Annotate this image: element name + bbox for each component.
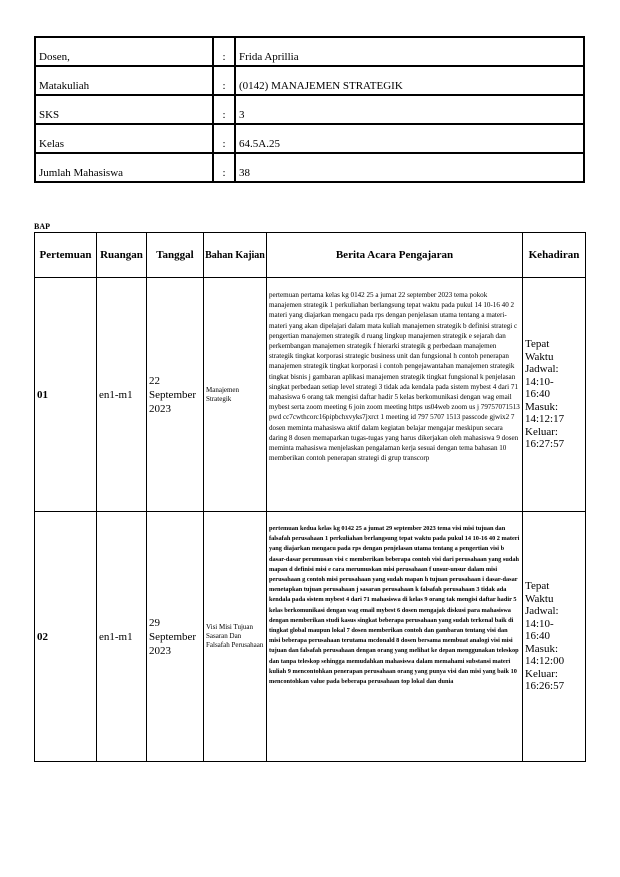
ruangan-cell: en1-m1 [97, 278, 147, 512]
berita-acara-cell: pertemuan pertama kelas kg 0142 25 a jumat 22 september 2023 tema pokok manajemen strategik 1 perkuliahan berlangsung tepat waktu pada pukul 14 10-16 40 2 materi yang diajarkan mengacu pada rps dengan penjelasan utama tentang a materi-materi yang akan dipelajari dalam mata kuliah manajemen strategik b definisi strategi c pengertian manajemen strategik d ruang lingkup manajemen strategik e sejarah dan perkembangan manajemen strategik f hierarki strategik g perbedaan manajemen strategik tingkat korporasi strategic business unit dan fungsional h contoh penerapan manajemen strategik tingkat korporasi i contoh pengejawantahan manajemen strategik tingkat bisnis j gambaran aplikasi manajemen strategik tingkat fungsional k penjelasan singkat perbedaan setiap level strategi 3 tidak ada kendala pada sistem mybest 4 dari 71 mahasiswa 6 orang tak mengisi daftar hadir 5 kelas berkomunikasi dengan wag email mybest serta zoom meeting 6 join zoom meeting https us04web zoom us j 79757071513 pwd cc7cwthcorc16pipbchxvyks7jxrct 1 meeting id 797 5707 1513 passcode gjwix2 7 dosen meminta mahasiswa aktif dalam kegiatan belajar mengajar meskipun secara daring 8 dosen memaparkan tugas-tugas yang harus dikerjakan oleh mahasiswa 9 dosen meminta mahasiswa menjelaskan pengalaman kerja sesuai dengan tema bahasan 10 memberikan contoh penerapan strategi di grup transcorp [267, 278, 523, 512]
info-separator: : [213, 153, 235, 182]
header-ruangan: Ruangan [97, 233, 147, 278]
info-value-matakuliah: (0142) MANAJEMEN STRATEGIK [235, 66, 584, 95]
pertemuan-number: 02 [35, 512, 97, 762]
tanggal-cell: 29 September 2023 [147, 512, 204, 762]
info-label: Dosen, [35, 37, 213, 66]
header-kehadiran: Kehadiran [523, 233, 586, 278]
info-separator: : [213, 95, 235, 124]
info-label: Matakuliah [35, 66, 213, 95]
info-value-jumlah-mahasiswa: 38 [235, 153, 584, 182]
info-row-sks [35, 95, 584, 124]
kehadiran-cell: Tepat Waktu Jadwal: 14:10- 16:40 Masuk: 14:12:17 Keluar: 16:27:57 [523, 278, 586, 512]
info-separator: : [213, 124, 235, 153]
table-row [35, 278, 586, 512]
bap-header-row [35, 233, 586, 278]
bap-table [34, 232, 586, 762]
info-row-jumlah-mahasiswa [35, 153, 584, 182]
info-row-dosen [35, 37, 584, 66]
info-value-sks: 3 [235, 95, 584, 124]
course-info-table [34, 36, 585, 183]
pertemuan-number: 01 [35, 278, 97, 512]
table-row [35, 512, 586, 762]
info-row-matakuliah [35, 66, 584, 95]
info-value-kelas: 64.5A.25 [235, 124, 584, 153]
info-separator: : [213, 37, 235, 66]
info-separator: : [213, 66, 235, 95]
info-label: SKS [35, 95, 213, 124]
bap-label: BAP [34, 222, 50, 231]
info-label: Jumlah Mahasiswa [35, 153, 213, 182]
header-pertemuan: Pertemuan [35, 233, 97, 278]
kehadiran-cell: Tepat Waktu Jadwal: 14:10- 16:40 Masuk: 14:12:00 Keluar: 16:26:57 [523, 512, 586, 762]
bahan-kajian-cell: Visi Misi Tujuan Sasaran Dan Falsafah Perusahaan [204, 512, 267, 762]
berita-acara-cell: pertemuan kedua kelas kg 0142 25 a jumat 29 september 2023 tema visi misi tujuan dan falsafah perusahaan 1 perkuliahan berlangsung tepat waktu pada pukul 14 10-16 40 2 materi yang diajarkan mengacu pada rps dengan penjelasan utama tentang a pengertian visi b dasar-dasar perumusan visi c memberikan beberapa contoh visi dari perusahaan yang sudah mapan d definisi misi e cara merumuskan misi perusahaan f unsur-unsur dalam misi perusahaan g contoh misi perusahaan yang sudah mapan h tujuan perusahaan i dasar-dasar menetapkan tujuan perusahaan j sasaran perusahaan k falsafah perusahaan 3 tidak ada kendala pada sistem mybest 4 dari 71 mahasiswa di kelas 9 orang tak mengisi daftar hadir 5 kelas berkomunikasi dengan wag email mybest 6 dosen mengajak diskusi para mahasiswa dengan memberikan studi kasus singkat beberapa perusahaan yang sudah terkenal baik di tingkat global maupun lokal 7 dosen memberikan contoh dan gambaran tentang visi dan misi beberapa perusahaan terutama mcdonald 8 dosen bersama membuat analogi visi misi tujuan dan falsafah perusahaan dengan orang yang melihat ke depan menggunakan teleskop dan tanpa teleskop sehingga memudahkan mahasiswa dalam memahami substansi materi kuliah 9 mencontohkan penerapan perusahaan orang yang punya visi dan misi yang baik 10 mencontohkan value pada beberapa perusahaan top lokal dan dunia [267, 512, 523, 762]
tanggal-cell: 22 September 2023 [147, 278, 204, 512]
header-berita-acara: Berita Acara Pengajaran [267, 233, 523, 278]
info-label: Kelas [35, 124, 213, 153]
ruangan-cell: en1-m1 [97, 512, 147, 762]
bahan-kajian-cell: Manajemen Strategik [204, 278, 267, 512]
info-value-dosen: Frida Aprillia [235, 37, 584, 66]
header-bahan-kajian: Bahan Kajian [204, 233, 267, 278]
header-tanggal: Tanggal [147, 233, 204, 278]
info-row-kelas [35, 124, 584, 153]
